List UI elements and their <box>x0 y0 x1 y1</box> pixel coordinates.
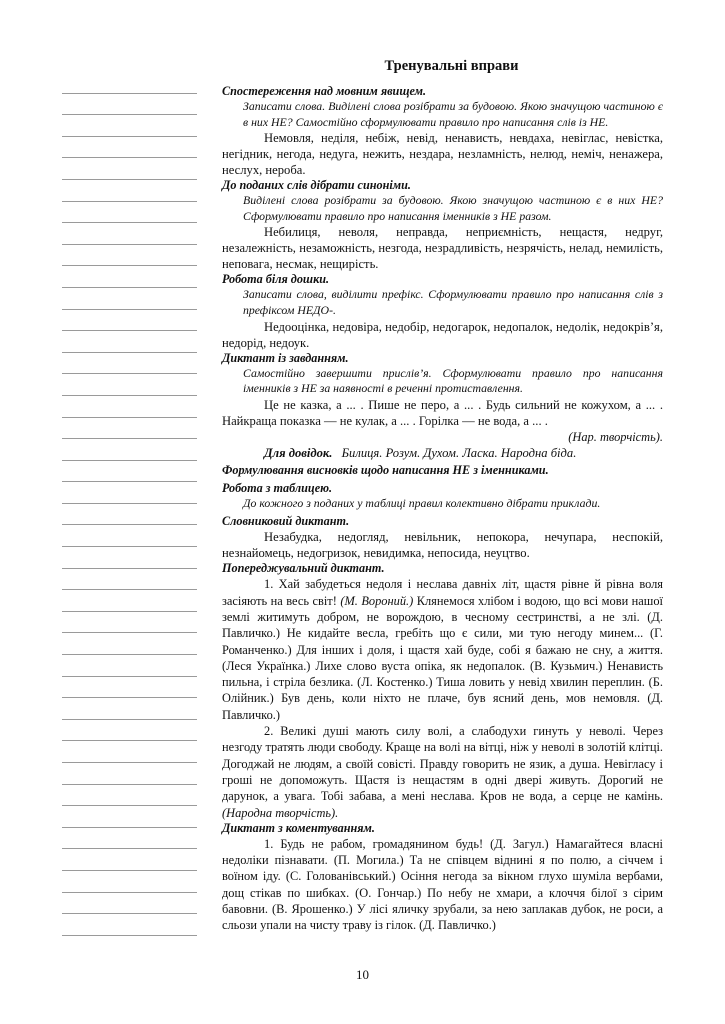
word-list: Незабудка, недогляд, невільник, непокора, нечупара, неспокій, незнайомець, недогризок, невидимка, непосида, неуцтво. <box>222 530 663 561</box>
margin-note-line <box>62 741 197 763</box>
margin-note-line <box>62 763 197 785</box>
section-heading-synonyms: До поданих слів дібрати синоніми. <box>222 178 411 193</box>
margin-note-line <box>62 914 197 936</box>
word-list: Небилиця, неволя, неправда, неприємність, нещастя, недруг, незалежність, незаможність, незгода, незрадливість, незрячість, нелад, немилість, неповага, несмак, нещирість. <box>222 225 663 272</box>
margin-note-line <box>62 266 197 288</box>
margin-note-line <box>62 871 197 893</box>
author-citation: (М. Вороний.) <box>340 593 414 608</box>
margin-note-line <box>62 569 197 591</box>
page-number: 10 <box>356 967 369 982</box>
proverbs-source: (Нар. творчість). <box>568 429 663 444</box>
section-heading-board-work: Робота біля дошки. <box>222 272 330 287</box>
margin-note-line <box>62 94 197 116</box>
section-heading-vocabulary-dictation: Словниковий диктант. <box>222 514 350 529</box>
section-instruction: Записати слова, виділити префікс. Сформулювати правило про написання слів з префіксом НЕДО-. <box>243 287 663 317</box>
section-instruction: Самостійно завершити прислів’я. Сформулювати правило про написання іменників з НЕ за наявності в реченні протиставлення. <box>243 365 663 396</box>
section-instruction: Виділені слова розібрати за будовою. Якою значущою частиною є в них НЕ? Сформулювати правило про написання іменників з НЕ разом. <box>243 193 663 223</box>
margin-note-line <box>62 677 197 699</box>
paragraph-text: 1. Хай забудеться недоля і неслава давніх літ, щастя рівне й рівна воля засіяють на весь світ! <box>222 577 663 608</box>
page-content <box>222 58 663 934</box>
margin-note-line <box>62 288 197 310</box>
section-heading-observation: Спостереження над мовним явищем. <box>222 84 426 98</box>
margin-note-line <box>62 353 197 375</box>
dictation-paragraph-2 <box>222 723 663 821</box>
section-heading-commented-dictation: Диктант з коментуванням. <box>222 820 375 835</box>
word-list: Немовля, неділя, небіж, невід, ненависть, невдаха, невіглас, невістка, негідник, негода, недуга, нежить, нездара, незламність, нелюд, неміч, ненажера, неслух, нероба. <box>222 131 663 178</box>
margin-note-line <box>62 245 197 267</box>
dictation-paragraph-commented: 1. Будь не рабом, громадянином будь! (Д. Загул.) Намагайтеся власні недоліки пізнавати. (П. Могила.) Та не співцем віднині я по полю, а січчем і воїном іду. (С. Голованівський.) Осіння негода за вікном глухо шуміла вербами, дощ стікав по шибках. (О. Гончар.) По небу не хмари, а клоччя білої з сірим бавовни. (В. Ярошенко.) У лісі яличку зрубали, за нею заплакав дубок, не роси, а сльози упали на чисту траву із гілок. (Д. Павличко.) <box>222 836 663 933</box>
hint-words: Билиця. Розум. Духом. Ласка. Народна біда. <box>341 445 577 460</box>
section-heading-dictation-task: Диктант із завданням. <box>222 350 349 365</box>
margin-note-line <box>62 223 197 245</box>
margin-note-line <box>62 137 197 159</box>
margin-note-line <box>62 698 197 720</box>
margin-note-line <box>62 655 197 677</box>
page-title: Тренувальні вправи <box>384 58 519 74</box>
margin-note-line <box>62 310 197 332</box>
margin-note-line <box>62 525 197 547</box>
section-heading-warning-dictation: Попереджувальний диктант. <box>222 561 385 576</box>
word-list: Недооцінка, недовіра, недобір, недогарок, недопалок, недолік, недокрів’я, недорід, недоук. <box>222 319 663 350</box>
margin-note-line <box>62 180 197 202</box>
margin-note-line <box>62 785 197 807</box>
margin-note-line <box>62 158 197 180</box>
paragraph-text: 2. Великі душі мають силу волі, а слабодухи гинуть у неволі. Через незгоду тратять люди свободу. Краще на волі на вітці, ніж у неволі в золотій клітці. Догоджай не людям, а своїй совісті. Правду говорить не язик, а душа. Невігласу і гроші не допоможуть. Щастя із нещастям в одні двері живуть. Дорогий не дарунок, а увага. Тобі забава, а мені неслава. Кров не вода, а серце не камінь. <box>222 724 663 804</box>
author-citation: (Народна творчість). <box>222 805 339 820</box>
margin-note-line <box>62 374 197 396</box>
margin-note-line <box>62 720 197 742</box>
margin-note-line <box>62 461 197 483</box>
section-heading-table-work: Робота з таблицею. <box>222 480 333 495</box>
hint-label: Для довідок. <box>264 445 333 460</box>
proverbs-text: Це не казка, а ... . Пише не перо, а ... . Будь сильний не кожухом, а ... . Найкраща показка — не кулак, а ... . Горілка — не вода, а ... . <box>222 397 663 428</box>
margin-note-line <box>62 504 197 526</box>
margin-note-line <box>62 482 197 504</box>
margin-note-line <box>62 893 197 915</box>
margin-note-line <box>62 331 197 353</box>
dictation-paragraph-1 <box>222 576 663 723</box>
margin-note-line <box>62 202 197 224</box>
margin-note-line <box>62 806 197 828</box>
margin-note-line <box>62 115 197 137</box>
reference-hint <box>264 445 663 461</box>
margin-note-line <box>62 439 197 461</box>
margin-lines <box>62 72 197 936</box>
section-instruction: До кожного з поданих у таблиці правил колективно дібрати приклади. <box>243 495 601 510</box>
paragraph-text: Клянемося хлібом і водою, що всі мови нашої землі житимуть добром, не ворождою, в чесному сестринстві, а не злі. (Д. Павличко.) Не кидайте весла, гребіть що є сили, ми тую негоду минем... (Г. Романченко.) Для інших і доля, і щастя хай буде, собі я бажаю не сну, а життя. (Леся Українка.) Лихе слово вуста опіка, як недопалок. (В. Кузьмич.) Ненависть пильна, і стріла безлика. (Л. Костенко.) Тиша ловить у невід хвилин переплин. (Б. Олійник.) Був день, коли ніхто не плаче, був ясний день, мов немовля. (Д. Павличко.) <box>222 593 663 722</box>
margin-note-line <box>62 547 197 569</box>
section-heading-conclusions: Формулювання висновків щодо написання НЕ з іменниками. <box>222 462 549 477</box>
section-instruction: Записати слова. Виділені слова розібрати за будовою. Якою значущою частиною є в них НЕ? Самостійно сформулювати правило про написання слів із НЕ. <box>243 99 663 129</box>
margin-note-line <box>62 590 197 612</box>
margin-note-line <box>62 828 197 850</box>
margin-note-line <box>62 72 197 94</box>
margin-note-line <box>62 418 197 440</box>
margin-note-line <box>62 396 197 418</box>
margin-note-line <box>62 633 197 655</box>
margin-note-line <box>62 612 197 634</box>
margin-note-line <box>62 849 197 871</box>
